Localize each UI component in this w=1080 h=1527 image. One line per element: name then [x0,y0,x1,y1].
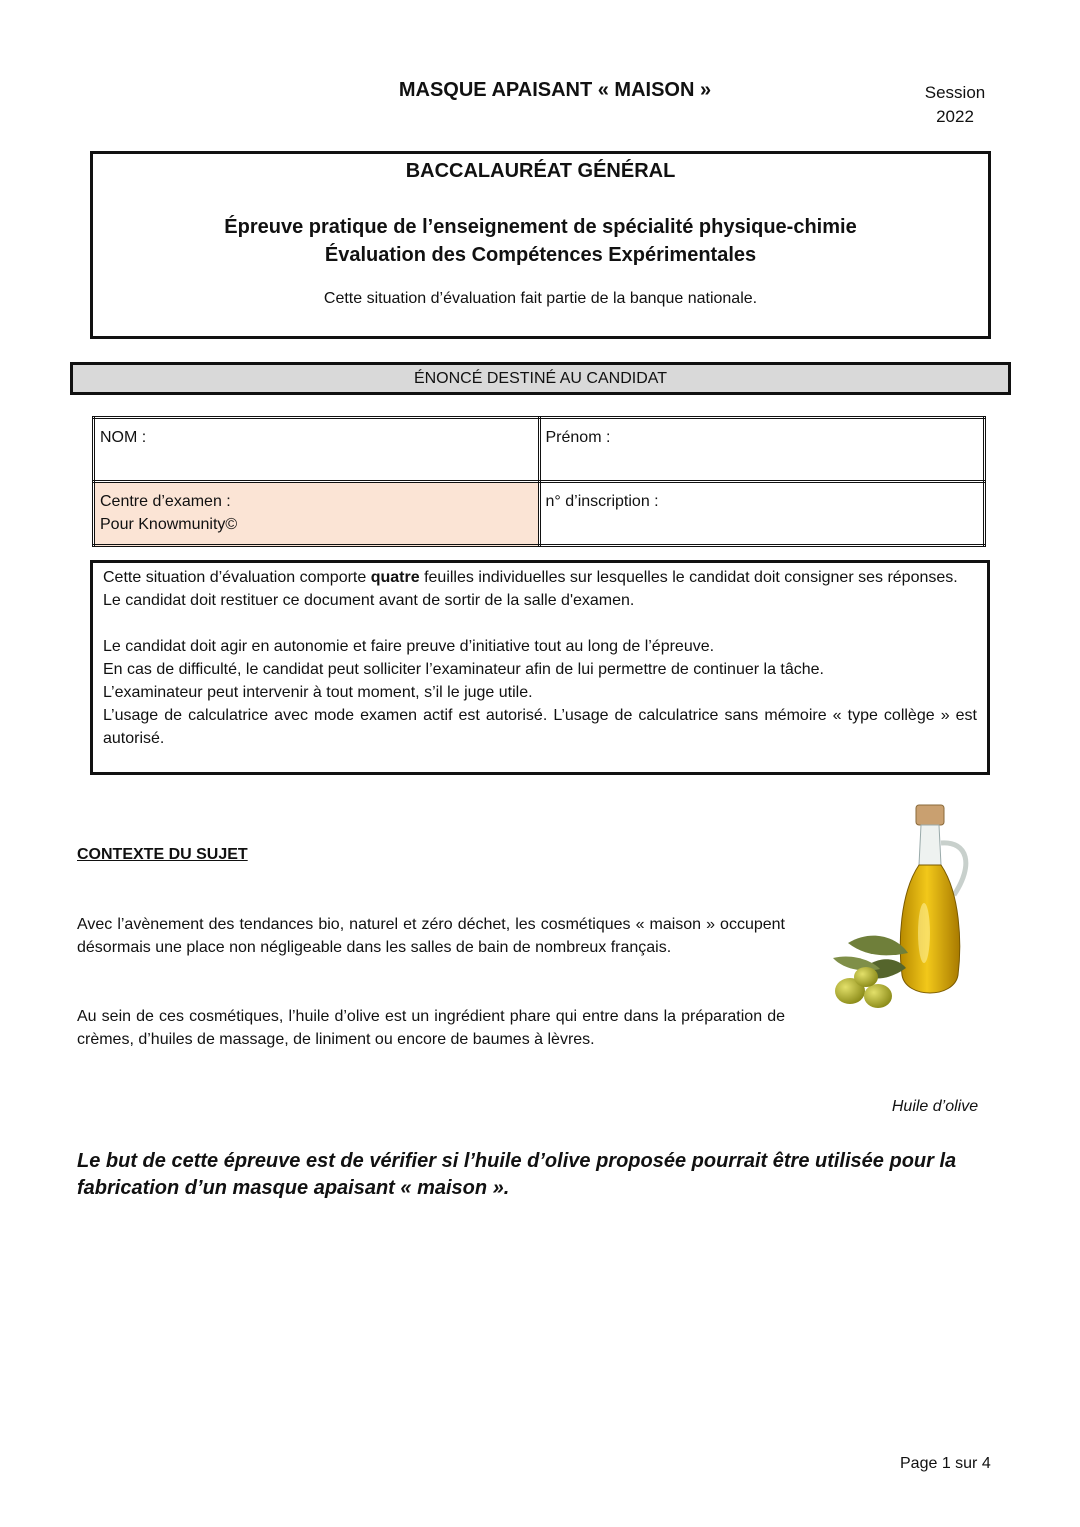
session-info [905,81,1005,129]
instruction-1-end: feuilles individuelles sur lesquelles le candidat doit consigner ses réponses. [419,569,958,586]
instruction-4: En cas de difficulté, le candidat peut solliciter l’examinateur afin de lui permettre de continuer la tâche. [103,661,824,678]
nom-label: NOM : [100,429,147,446]
instruction-2: Le candidat doit restituer ce document avant de sortir de la salle d'examen. [103,592,635,609]
table-row [94,482,985,546]
instructions-box [90,560,990,775]
goal-statement: Le but de cette épreuve est de vérifier si l’huile d’olive proposée pourrait être utilisée pour la fabrication d’un masque apaisant « maison ». [77,1150,957,1199]
olive-oil-image [828,803,988,1013]
table-row [94,418,985,482]
instruction-6: L’usage de calculatrice avec mode examen actif est autorisé. L’usage de calculatrice sans mémoire « type collège » est autorisé. [103,707,977,747]
nom-field[interactable] [94,418,540,482]
instruction-1-start: Cette situation d’évaluation comporte [103,569,371,586]
exam-subtitle-line1: Épreuve pratique de l’enseignement de spécialité physique-chimie [224,216,857,238]
exam-note: Cette situation d’évaluation fait partie de la banque nationale. [323,290,758,307]
context-paragraph-2: Au sein de ces cosmétiques, l’huile d’olive est un ingrédient phare qui entre dans la préparation de crèmes, d’huiles de massage, de liniment ou encore de baumes à lèvres. [77,1008,785,1048]
centre-value: Pour Knowmunity© [100,516,238,533]
instruction-1-bold: quatre [370,569,420,586]
exam-subtitle-line2: Évaluation des Compétences Expérimentales [324,244,757,266]
context-paragraph-1: Avec l’avènement des tendances bio, naturel et zéro déchet, les cosmétiques « maison » occupent désormais une place non négligeable dans les salles de bain de nombreux français. [77,916,785,956]
exam-header-box [90,151,991,339]
prenom-field[interactable] [539,418,985,482]
page-number: Page 1 sur 4 [900,1455,991,1472]
session-label: Session [924,83,986,102]
candidate-id-table [92,416,986,547]
instruction-5: L’examinateur peut intervenir à tout moment, s’il le juge utile. [103,684,533,701]
image-caption: Huile d’olive [891,1098,979,1115]
page-title: MASQUE APAISANT « MAISON » [398,79,712,101]
instruction-1 [103,566,977,589]
context-heading: CONTEXTE DU SUJET [77,846,248,863]
exam-title: BACCALAURÉAT GÉNÉRAL [405,160,676,182]
prenom-label: Prénom : [545,429,611,446]
inscription-field[interactable] [539,482,985,546]
exam-subtitle [93,213,988,269]
instruction-3: Le candidat doit agir en autonomie et faire preuve d’initiative tout au long de l’épreuve. [103,638,715,655]
inscription-label: n° d’inscription : [545,493,659,510]
session-year: 2022 [936,107,974,126]
centre-field [94,482,540,546]
centre-label: Centre d’examen : [100,493,231,510]
enonce-bar: ÉNONCÉ DESTINÉ AU CANDIDAT [70,362,1011,395]
